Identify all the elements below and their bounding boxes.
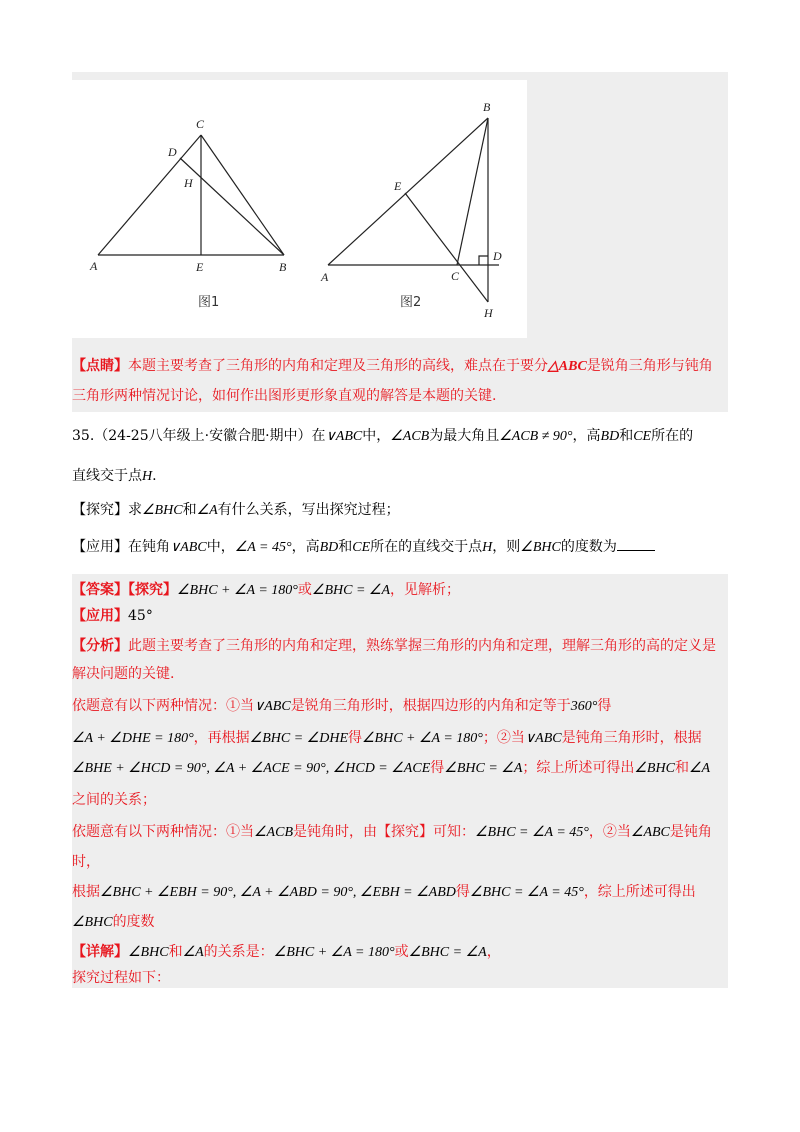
fenxi-line-4: ∠A + ∠DHE = 180°，再根据∠BHC = ∠DHE得∠BHC + ∠A = 180°；②当∨ABC是钝角三角形时，根据: [72, 730, 702, 746]
fig2-label-e: E: [394, 179, 402, 193]
dianjing-line-2: 三角形两种情况讨论，如何作出图形更形象直观的解答是本题的关键.: [72, 388, 497, 404]
fig1-label-c: C: [196, 117, 205, 131]
figure-1: [98, 135, 284, 255]
fenxi-line-3: 依题意有以下两种情况：①当∨ABC是锐角三角形时，根据四边形的内角和定等于360°得: [72, 698, 612, 714]
fig2-caption: 图2: [400, 295, 422, 310]
fenxi-line-2: 解决问题的关键.: [72, 666, 175, 682]
fig1-label-d: D: [168, 145, 177, 159]
figure-panel: [72, 80, 527, 338]
dianjing-line-1: 【点睛】本题主要考查了三角形的内角和定理及三角形的高线，难点在于要分△ABC是锐角三角形与钝角: [72, 358, 713, 374]
xiangjie-line-1: 【详解】∠BHC和∠A的关系是：∠BHC + ∠A = 180°或∠BHC = ∠A，: [72, 944, 501, 960]
dianjing-tag: 【点睛】: [72, 358, 128, 374]
answer-tag: 【答案】: [72, 582, 128, 598]
fenxi-line-8: 时，: [72, 854, 100, 870]
question-line-1: 35.（24-25八年级上·安徽合肥·期中）在∨ABC中，∠ACB为最大角且∠ACB ≠ 90°，高BD和CE所在的: [72, 428, 694, 444]
geometry-figures: [72, 80, 527, 338]
xiangjie-tag: 【详解】: [72, 944, 128, 960]
question-source: （24-25八年级上·安徽合肥·期中）: [94, 428, 312, 444]
fig1-caption: 图1: [198, 295, 220, 310]
fig1-label-a: A: [90, 259, 98, 273]
fig1-label-b: B: [279, 260, 287, 274]
fenxi-line-6: 之间的关系；: [72, 792, 156, 808]
answer-blank: [617, 536, 655, 551]
xiangjie-line-2: 探究过程如下：: [72, 970, 170, 986]
question-line-2: 直线交于点H.: [72, 468, 157, 484]
fenxi-tag: 【分析】: [72, 638, 128, 654]
fig2-label-h: H: [484, 306, 493, 320]
question-tanjiu: 【探究】求∠BHC和∠A有什么关系，写出探究过程；: [72, 502, 400, 518]
figure-2: [328, 118, 499, 302]
fig2-label-c: C: [451, 269, 460, 283]
fenxi-line-10: ∠BHC的度数: [72, 914, 155, 930]
fig1-label-e: E: [196, 260, 204, 274]
answer-yingyong: 【应用】45°: [72, 608, 153, 624]
fig2-label-d: D: [493, 249, 502, 263]
fenxi-line-9: 根据∠BHC + ∠EBH = 90°, ∠A + ∠ABD = 90°, ∠EBH = ∠ABD得∠BHC = ∠A = 45°，综上所述可得出: [72, 884, 696, 900]
fig1-label-h: H: [184, 176, 193, 190]
fenxi-line-1: 【分析】此题主要考查了三角形的内角和定理，熟练掌握三角形的内角和定理，理解三角形的高的定义是: [72, 638, 716, 654]
fig2-label-a: A: [321, 270, 329, 284]
answer-line: 【答案】【探究】∠BHC + ∠A = 180°或∠BHC = ∠A，见解析；: [72, 582, 461, 598]
tanjiu-tag: 【探究】: [72, 502, 128, 518]
yingyong-tag: 【应用】: [72, 539, 128, 555]
fenxi-line-7: 依题意有以下两种情况：①当∠ACB是钝角时，由【探究】可知：∠BHC = ∠A = 45°，②当∠ABC是钝角: [72, 824, 712, 840]
fenxi-line-5: ∠BHE + ∠HCD = 90°, ∠A + ∠ACE = 90°, ∠HCD = ∠ACE得∠BHC = ∠A；综上所述可得出∠BHC和∠A: [72, 760, 711, 776]
question-number: 35.: [72, 428, 95, 444]
fig2-label-b: B: [483, 100, 491, 114]
question-yingyong: 【应用】在钝角∨ABC中，∠A = 45°，高BD和CE所在的直线交于点H，则∠BHC的度数为: [72, 536, 655, 558]
